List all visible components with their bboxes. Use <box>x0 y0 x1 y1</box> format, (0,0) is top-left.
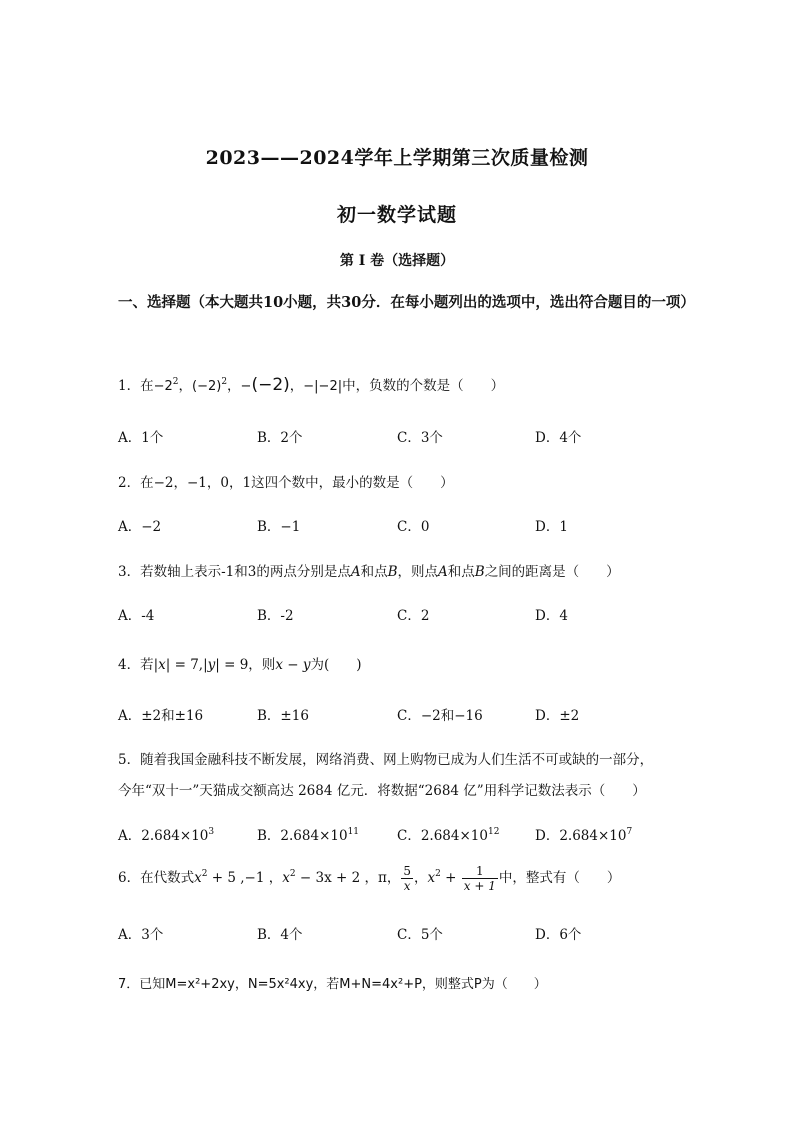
option-b[interactable]: B．±16 <box>257 708 309 724</box>
option-c[interactable]: C．−2和−16 <box>397 708 483 724</box>
question-5: 5．随着我国金融科技不断发展，网络消费、网上购物已成为人们生活不可或缺的一部分， <box>118 752 654 768</box>
option-b[interactable]: B．4个 <box>257 927 303 943</box>
option-b[interactable]: B．2个 <box>257 430 303 446</box>
question-6: 6．在代数式$x^2 + 5$ ,−1 ，$x^2 - 3x + 2$ ，π， $\frac{5}{x}$ ，$x^2$ + $\frac{1}{x + 1}$ 中，整式有（ ） <box>118 864 621 893</box>
option-c[interactable]: C．5个 <box>397 927 443 943</box>
section-heading: 一、选择题（本大题共10小题，共30分．在每小题列出的选项中，选出符合题目的一项） <box>118 294 695 311</box>
exam-title: 2023——2024学年上学期第三次质量检测 <box>205 147 589 169</box>
question-number: 7． <box>118 977 140 992</box>
option-b[interactable]: B．-2 <box>257 608 294 624</box>
option-d[interactable]: D．6个 <box>535 927 582 943</box>
question-5-line-2: 今年“双十一”天猫成交额高达 2684 亿元．将数据“2684 亿”用科学记数法表示（ ） <box>118 783 646 799</box>
fraction-5-over-x: $\frac{5}{x}$ <box>403 864 411 893</box>
option-c[interactable]: C．2 <box>397 608 430 624</box>
option-c[interactable]: C．$2.684\times 10^{12}$ <box>397 827 500 844</box>
option-a[interactable]: A．1个 <box>118 430 164 446</box>
option-d[interactable]: D．±2 <box>535 708 580 724</box>
option-d[interactable]: D．$2.684\times 10^7$ <box>535 827 633 844</box>
option-c[interactable]: C．0 <box>397 519 430 535</box>
question-3: 3．若数轴上表示-1和3的两点分别是点A和点B，则点A和点B之间的距离是（ ） <box>118 564 620 580</box>
option-a[interactable]: A．3个 <box>118 927 164 943</box>
option-a[interactable]: A．-4 <box>118 608 155 624</box>
option-d[interactable]: D．4 <box>535 608 568 624</box>
option-d[interactable]: D．4个 <box>535 430 582 446</box>
question-number: 5． <box>118 752 141 768</box>
question-number: 3． <box>118 564 141 580</box>
option-a[interactable]: A．±2和±16 <box>118 708 204 724</box>
question-7: 7．已知M=x²+2xy，N=5x²4xy，若M+N=4x²+P，则整式P为（ ） <box>118 977 547 992</box>
option-b[interactable]: B．−1 <box>257 519 301 535</box>
option-a[interactable]: A．$2.684\times 10^3$ <box>118 827 215 844</box>
exam-subtitle: 初一数学试题 <box>336 204 457 226</box>
question-number: 2． <box>118 475 141 491</box>
question-number: 4． <box>118 657 141 673</box>
option-a[interactable]: A．−2 <box>118 519 162 535</box>
option-d[interactable]: D．1 <box>535 519 568 535</box>
volume-heading: 第 I 卷（选择题） <box>339 253 455 269</box>
question-1: 1．在$-2^2$，$(-2)^2$，−(−2)，−|−2|中，负数的个数是（ ） <box>118 375 505 395</box>
question-number: 6． <box>118 870 141 886</box>
question-2: 2．在−2，−1，0，1这四个数中，最小的数是（ ） <box>118 475 454 491</box>
question-number: 1． <box>118 378 141 394</box>
option-c[interactable]: C．3个 <box>397 430 443 446</box>
fraction-1-over-x-plus-1: $\frac{1}{x + 1}$ <box>463 864 496 893</box>
question-4: 4．若|x| = 7,|y| = 9，则x − y为( ) <box>118 657 362 673</box>
option-b[interactable]: B．$2.684\times 10^{11}$ <box>257 827 360 844</box>
